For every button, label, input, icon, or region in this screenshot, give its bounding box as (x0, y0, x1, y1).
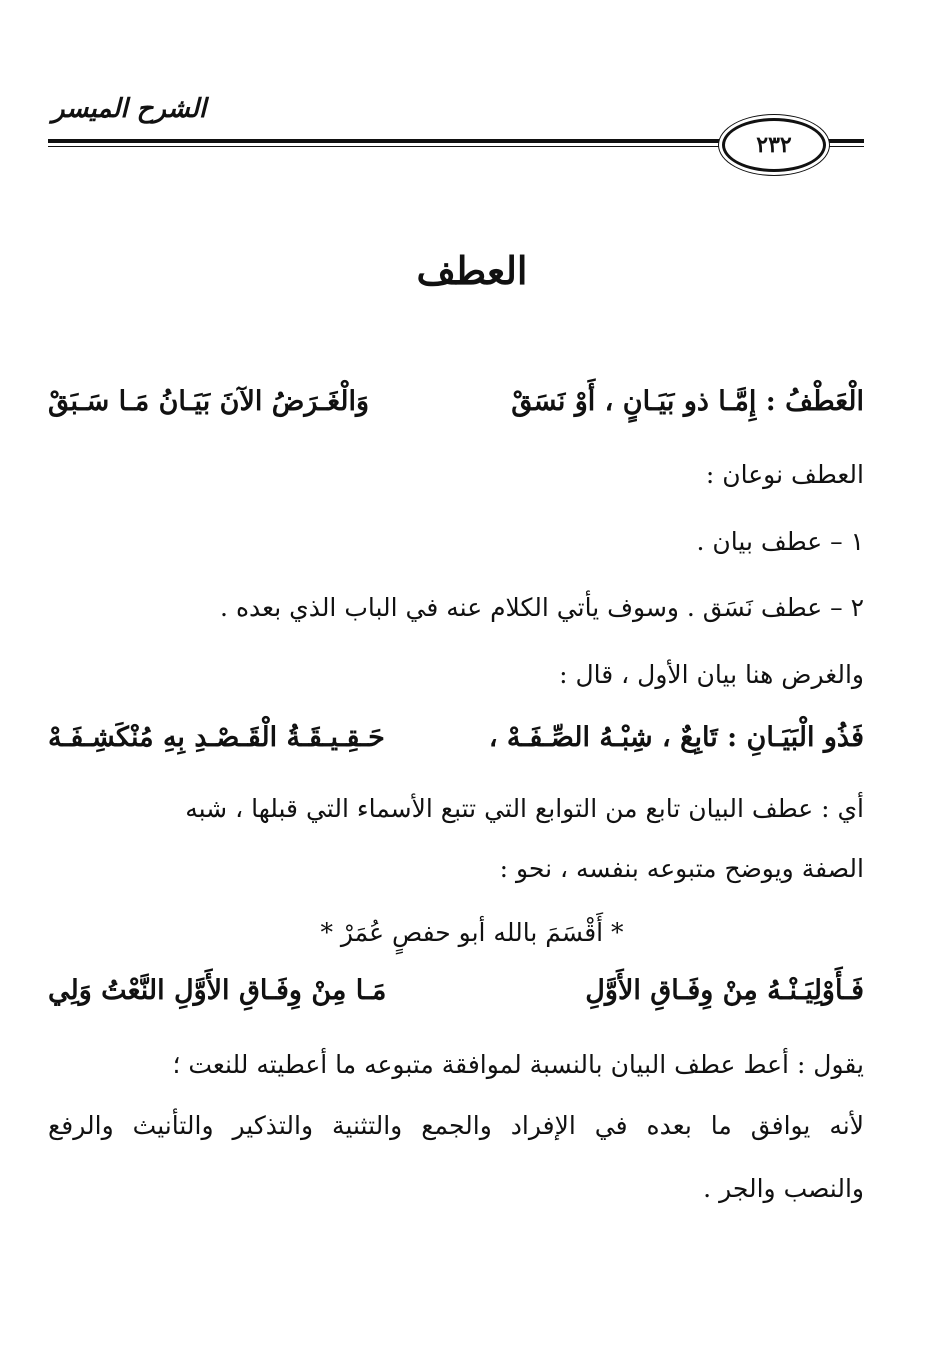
type-1: ١ – عطف بيان . (696, 527, 864, 556)
page-header (48, 90, 864, 170)
commentary-line-1: يقول : أعط عطف البيان بالنسبة لموافقة متبوعه ما أعطيته للنعت ؛ (172, 1050, 864, 1079)
commentary-line-3: والنصب والجر . (703, 1174, 864, 1203)
example-line: * أَقْسَمَ بالله أبو حفصٍ عُمَرْ * (320, 918, 624, 947)
running-title: الشرح الميسر (52, 94, 207, 124)
explanation-line-2: الصفة ويوضح متبوعه بنفسه ، نحو : (499, 854, 864, 883)
verse-1-hemistich-1: الْعَطْفُ : إِمَّـا ذو بَيَـانٍ ، أَوْ نَسَقْ (511, 386, 864, 417)
verse-2-hemistich-1: فَذُو الْبَيَـانِ : تَابِعٌ ، شِبْـهُ الصِّـفَـهْ ، (488, 722, 864, 753)
page-number: ٢٣٢ (722, 118, 826, 172)
type-2: ٢ – عطف نَسَق . وسوف يأتي الكلام عنه في الباب الذي بعده . (220, 593, 864, 622)
chapter-title: العطف (416, 248, 528, 293)
verse-3-hemistich-1: فَـأَوْلِيَـنْـهُ مِنْ وِفَـاقِ الأَوَّلِ (585, 975, 864, 1006)
types-intro: العطف نوعان : (705, 460, 864, 489)
verse-3-hemistich-2: مَـا مِنْ وِفَـاقِ الأَوَّلِ النَّعْتُ وَلِي (48, 975, 387, 1006)
purpose-line: والغرض هنا بيان الأول ، قال : (559, 660, 864, 689)
explanation-line-1: أي : عطف البيان تابع من التوابع التي تتبع الأسماء التي قبلها ، شبه (185, 794, 864, 823)
commentary-line-2: لأنه يوافق ما بعده في الإفراد والجمع والتثنية والتذكير والتأنيث والرفع (48, 1111, 864, 1140)
verse-2-hemistich-2: حَـقِـيـقَـةُ الْقَـصْـدِ بِهِ مُنْكَشِـفَـهْ (48, 722, 385, 753)
verse-1-hemistich-2: وَالْغَـرَضُ الآنَ بَيَـانُ مَـا سَـبَقْ (48, 386, 369, 417)
